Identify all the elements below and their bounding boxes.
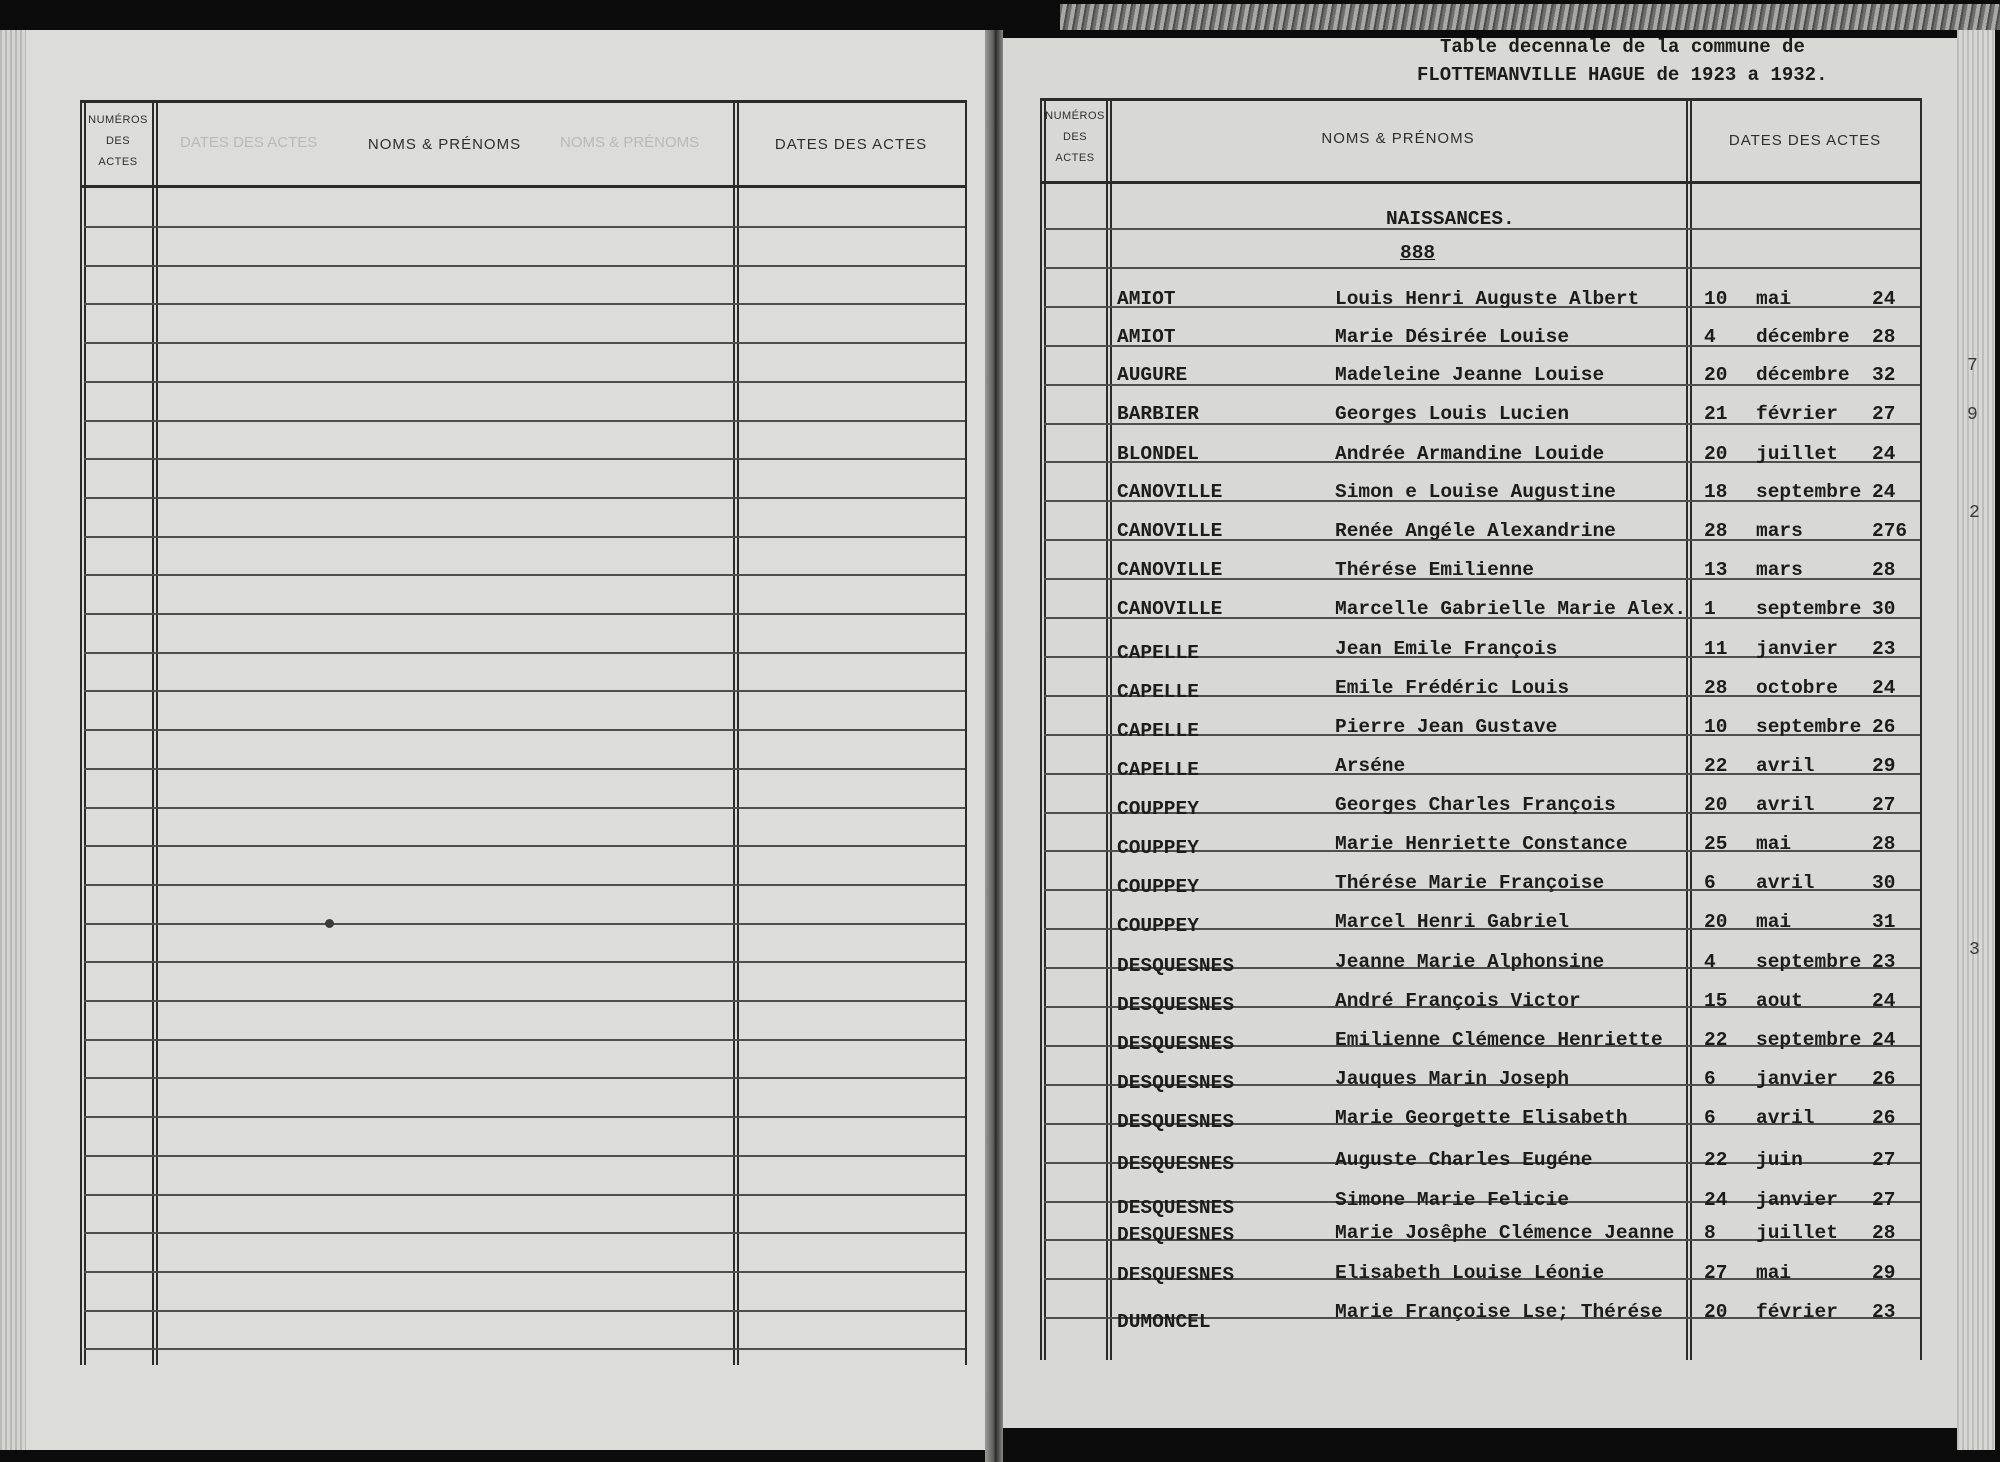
left-col-border (84, 100, 86, 1365)
entry-given-names: Madeleine Jeanne Louise (1335, 364, 1605, 386)
entry-day: 28 (1704, 520, 1728, 542)
left-header-noms: NOMS & PRÉNOMS (367, 136, 522, 153)
entry-month: septembre (1756, 481, 1862, 503)
entry-given-names: Marcel Henri Gabriel (1335, 911, 1570, 933)
entry-day: 6 (1704, 1068, 1716, 1090)
entry-surname: DESQUESNES (1117, 1197, 1235, 1219)
entry-year: 29 (1872, 1262, 1896, 1284)
entry-given-names: Marie Françoise Lse; Thérése (1335, 1301, 1663, 1323)
entry-year: 28 (1872, 326, 1896, 348)
entry-given-names: Emilienne Clémence Henriette (1335, 1029, 1663, 1051)
entry-surname: DESQUESNES (1117, 1111, 1235, 1133)
entry-surname: DUMONCEL (1117, 1311, 1211, 1333)
entry-year: 23 (1872, 638, 1896, 660)
entry-year: 28 (1872, 1222, 1896, 1244)
entry-year: 27 (1872, 403, 1896, 425)
entry-surname: DESQUESNES (1117, 994, 1235, 1016)
ruled-line (84, 652, 965, 654)
ruled-line (84, 1232, 965, 1234)
entry-year: 30 (1872, 872, 1896, 894)
ruled-line (84, 1039, 965, 1041)
entry-month: mai (1756, 833, 1792, 855)
entry-month: juillet (1756, 1222, 1838, 1244)
entry-given-names: Jauques Marin Joseph (1335, 1068, 1570, 1090)
right-col-border (1044, 98, 1046, 1360)
ruled-line (84, 1310, 965, 1312)
entry-day: 15 (1704, 990, 1728, 1012)
entry-surname: DESQUESNES (1117, 1072, 1235, 1094)
entry-given-names: Louis Henri Auguste Albert (1335, 288, 1640, 310)
entry-day: 27 (1704, 1262, 1728, 1284)
entry-surname: CANOVILLE (1117, 481, 1223, 503)
left-header-dates: DATES DES ACTES (774, 136, 928, 153)
left-col-border (965, 100, 967, 1365)
entry-given-names: Simon e Louise Augustine (1335, 481, 1616, 503)
book-gutter (985, 30, 1003, 1462)
entry-surname: BARBIER (1117, 403, 1199, 425)
entry-day: 20 (1704, 794, 1728, 816)
entry-day: 8 (1704, 1222, 1716, 1244)
entry-day: 4 (1704, 326, 1716, 348)
right-page-stack-edge (1957, 30, 1995, 1450)
ruled-line (84, 574, 965, 576)
ruled-line (84, 303, 965, 305)
entry-given-names: Marie Désirée Louise (1335, 326, 1570, 348)
entry-surname: DESQUESNES (1117, 1033, 1235, 1055)
entry-year: 27 (1872, 1149, 1896, 1171)
entry-day: 10 (1704, 288, 1728, 310)
ruled-line (84, 458, 965, 460)
entry-given-names: Georges Louis Lucien (1335, 403, 1570, 425)
ruled-line (84, 381, 965, 383)
ink-dot (325, 919, 334, 928)
entry-year: 26 (1872, 1068, 1896, 1090)
entry-surname: COUPPEY (1117, 876, 1199, 898)
entry-surname: BLONDEL (1117, 443, 1199, 465)
right-col-border (1040, 98, 1042, 1360)
entry-day: 11 (1704, 638, 1728, 660)
margin-mark: 3 (1969, 940, 1980, 960)
entry-day: 10 (1704, 716, 1728, 738)
entry-year: 28 (1872, 559, 1896, 581)
ruled-line (84, 1116, 965, 1118)
ruled-line (84, 884, 965, 886)
right-col-border (1690, 98, 1692, 1360)
entry-year: 24 (1872, 481, 1896, 503)
entry-month: septembre (1756, 1029, 1862, 1051)
entry-surname: CAPELLE (1117, 681, 1199, 703)
entry-year: 24 (1872, 677, 1896, 699)
right-col-border (1110, 98, 1112, 1360)
ruled-line (84, 1348, 965, 1350)
entry-month: janvier (1756, 638, 1838, 660)
entry-given-names: Marie Henriette Constance (1335, 833, 1628, 855)
ruled-line (84, 1077, 965, 1079)
entry-given-names: Marie Josêphe Clémence Jeanne (1335, 1222, 1675, 1244)
entry-day: 1 (1704, 598, 1716, 620)
ruled-line (84, 1155, 965, 1157)
margin-mark: 9 (1967, 405, 1978, 425)
entry-year: 276 (1872, 520, 1908, 542)
entry-given-names: Renée Angéle Alexandrine (1335, 520, 1616, 542)
entry-given-names: Marcelle Gabrielle Marie Alex. (1335, 598, 1687, 620)
entry-year: 27 (1872, 1189, 1896, 1211)
entry-day: 18 (1704, 481, 1728, 503)
entry-surname: COUPPEY (1117, 798, 1199, 820)
entry-day: 6 (1704, 872, 1716, 894)
entry-given-names: Andrée Armandine Louide (1335, 443, 1605, 465)
entry-day: 13 (1704, 559, 1728, 581)
entry-day: 20 (1704, 443, 1728, 465)
right-col-border (1686, 98, 1688, 1360)
left-col-border (737, 100, 739, 1365)
right-header-noms: NOMS & PRÉNOMS (1321, 130, 1475, 147)
entry-month: septembre (1756, 598, 1862, 620)
ruled-line (84, 1194, 965, 1196)
entry-given-names: Marie Georgette Elisabeth (1335, 1107, 1628, 1129)
ruled-line (84, 613, 965, 615)
right-col-border (1920, 98, 1922, 1360)
ruled-line (84, 265, 965, 267)
entry-year: 23 (1872, 951, 1896, 973)
entry-day: 28 (1704, 677, 1728, 699)
entry-year: 28 (1872, 833, 1896, 855)
ruled-line (84, 226, 965, 228)
ruled-line (84, 1271, 965, 1273)
entry-given-names: Thérése Marie Françoise (1335, 872, 1605, 894)
ruled-line (84, 342, 965, 344)
ruled-line (84, 845, 965, 847)
entry-surname: AUGURE (1117, 364, 1188, 386)
register-title-line-2: FLOTTEMANVILLE HAGUE de 1923 a 1932. (1417, 64, 1828, 86)
entry-given-names: Arséne (1335, 755, 1406, 777)
entry-day: 6 (1704, 1107, 1716, 1129)
entry-month: aout (1756, 990, 1803, 1012)
entry-day: 22 (1704, 1029, 1728, 1051)
right-table-top-border (1040, 98, 1922, 101)
left-page (0, 30, 1000, 1450)
entry-month: juillet (1756, 443, 1838, 465)
ruled-line (84, 1000, 965, 1002)
entry-year: 24 (1872, 1029, 1896, 1051)
entry-given-names: Simone Marie Felicie (1335, 1189, 1570, 1211)
entry-given-names: Emile Frédéric Louis (1335, 677, 1570, 699)
entry-year: 30 (1872, 598, 1896, 620)
entry-month: avril (1756, 794, 1815, 816)
entry-month: avril (1756, 1107, 1815, 1129)
entry-year: 23 (1872, 1301, 1896, 1323)
entry-month: mai (1756, 288, 1792, 310)
entry-month: mars (1756, 520, 1803, 542)
entry-day: 22 (1704, 1149, 1728, 1171)
entry-given-names: André François Victor (1335, 990, 1581, 1012)
entry-day: 20 (1704, 364, 1728, 386)
entry-given-names: Georges Charles François (1335, 794, 1616, 816)
entry-day: 20 (1704, 911, 1728, 933)
entry-month: mai (1756, 911, 1792, 933)
ruled-line (84, 923, 965, 925)
entry-day: 25 (1704, 833, 1728, 855)
entry-month: mars (1756, 559, 1803, 581)
entry-month: septembre (1756, 716, 1862, 738)
section-title: NAISSANCES. (1386, 208, 1515, 230)
ruled-line (84, 768, 965, 770)
section-mark: 888 (1400, 242, 1436, 264)
entry-surname: CAPELLE (1117, 642, 1199, 664)
entry-month: février (1756, 403, 1838, 425)
ruled-line (84, 497, 965, 499)
right-col-border (1106, 98, 1108, 1360)
entry-month: avril (1756, 755, 1815, 777)
book-cover-edge (1060, 4, 2000, 30)
entry-day: 20 (1704, 1301, 1728, 1323)
entry-month: octobre (1756, 677, 1838, 699)
margin-mark: 2 (1969, 503, 1980, 523)
entry-surname: CANOVILLE (1117, 598, 1223, 620)
entry-month: septembre (1756, 951, 1862, 973)
entry-given-names: Auguste Charles Eugéne (1335, 1149, 1593, 1171)
entry-month: janvier (1756, 1189, 1838, 1211)
entry-surname: AMIOT (1117, 326, 1176, 348)
ruled-line (84, 807, 965, 809)
entry-year: 26 (1872, 716, 1896, 738)
entry-month: février (1756, 1301, 1838, 1323)
margin-mark: 7 (1967, 356, 1978, 376)
entry-year: 32 (1872, 364, 1896, 386)
right-header-numeros: NUMÉROS DES ACTES (1045, 110, 1105, 164)
entry-surname: CAPELLE (1117, 720, 1199, 742)
entry-year: 31 (1872, 911, 1896, 933)
register-title-line-1: Table decennale de la commune de (1440, 36, 1805, 58)
left-col-border (80, 100, 82, 1365)
entry-year: 24 (1872, 443, 1896, 465)
right-header-dates: DATES DES ACTES (1728, 132, 1882, 149)
entry-surname: AMIOT (1117, 288, 1176, 310)
entry-day: 24 (1704, 1189, 1728, 1211)
ruled-line (84, 690, 965, 692)
entry-surname: CAPELLE (1117, 759, 1199, 781)
ruled-line (84, 420, 965, 422)
entry-given-names: Jeanne Marie Alphonsine (1335, 951, 1605, 973)
entry-year: 29 (1872, 755, 1896, 777)
entry-day: 21 (1704, 403, 1728, 425)
ruled-line (84, 961, 965, 963)
left-col-border (156, 100, 158, 1365)
left-col-border (152, 100, 154, 1365)
entry-month: juin (1756, 1149, 1803, 1171)
entry-year: 24 (1872, 990, 1896, 1012)
entry-day: 22 (1704, 755, 1728, 777)
ruled-line (84, 536, 965, 538)
entry-given-names: Thérése Emilienne (1335, 559, 1534, 581)
left-col-border (733, 100, 735, 1365)
entry-surname: COUPPEY (1117, 837, 1199, 859)
left-page-stack-edge (0, 30, 26, 1450)
entry-month: janvier (1756, 1068, 1838, 1090)
left-header-numeros: NUMÉROS DES ACTES (88, 114, 148, 168)
entry-day: 4 (1704, 951, 1716, 973)
entry-year: 24 (1872, 288, 1896, 310)
entry-surname: DESQUESNES (1117, 955, 1235, 977)
entry-year: 26 (1872, 1107, 1896, 1129)
right-header-divider (1040, 181, 1922, 184)
entry-surname: CANOVILLE (1117, 520, 1223, 542)
entry-month: avril (1756, 872, 1815, 894)
entry-month: décembre (1756, 364, 1850, 386)
entry-surname: DESQUESNES (1117, 1153, 1235, 1175)
entry-month: décembre (1756, 326, 1850, 348)
register-scan: NUMÉROS DES ACTES NOMS & PRÉNOMS DATES DES ACTES DATES DES ACTES NOMS & PRÉNOMS Table decennale de la commune de FLOTTEMANVILLE HAGUE de 1923 a 1932. NUMÉROS DES ACTES NOMS & PRÉNOMS DATES DES ACTES NAISSANCES. 888 AMIOT Louis Henri Auguste Albert 10 mai 24 AMIOT Marie Désirée Louise 4 décembre 28 AUGURE Madeleine Jeanne Louise 20 décembre 32 BARBIER Georges Louis Lucien 21 février 27 BLONDEL Andrée Armandine Louide 20 juillet 24 CANOVILLE Simon e Louise Augustine 18 septembre 24 CANOVILLE Renée Angéle Alexandrine 28 mars 276 CANOVILLE Thérése Emilienne 13 mars 28 CANOVILLE Marcelle Gabrielle Marie Alex. 1 septembre 30 CAPELLE Jean Emile François 11 janvier 23 CAPELLE Emile Frédéric Louis 28 octobre 24 CAPELLE Pierre Jean Gustave 10 septembre 26 CAPELLE Arséne 22 avril 29 COUPPEY Georges Charles François 20 avril 27 COUPPEY Marie Henriette Constance 25 mai 28 COUPPEY Thérése Marie Françoise 6 avril 30 COUPPEY Marcel Henri Gabriel 20 mai 31 DESQUESNES Jeanne Marie Alphonsine 4 septembre 23 DESQUESNES André François Victor 15 aout 24 DESQUESNES Emilienne Clémence Henriette 22 septembre 24 DESQUESNES Jauques Marin Joseph 6 janvier 26 DESQUESNES Marie Georgette Elisabeth 6 avril 26 DESQUESNES Auguste Charles Eugéne 22 juin 27 DESQUESNES Simone Marie Felicie 24 janvier 27 DESQUESNES Marie Josêphe Clémence Jeanne 8 juillet 28 DESQUESNES Elisabeth Louise Léonie 27 mai 29 DUMONCEL Marie Françoise Lse; Thérése 20 février 23 7 9 2 3 (0, 0, 2000, 1462)
entry-surname: DESQUESNES (1117, 1224, 1235, 1246)
entry-surname: COUPPEY (1117, 915, 1199, 937)
entry-year: 27 (1872, 794, 1896, 816)
left-header-divider (80, 185, 967, 188)
entry-surname: DESQUESNES (1117, 1264, 1235, 1286)
entry-surname: CANOVILLE (1117, 559, 1223, 581)
ruled-line (84, 729, 965, 731)
entry-given-names: Elisabeth Louise Léonie (1335, 1262, 1605, 1284)
entry-month: mai (1756, 1262, 1792, 1284)
ruled-line (1044, 267, 1920, 269)
entry-given-names: Pierre Jean Gustave (1335, 716, 1558, 738)
left-table-top-border (80, 100, 967, 103)
entry-given-names: Jean Emile François (1335, 638, 1558, 660)
